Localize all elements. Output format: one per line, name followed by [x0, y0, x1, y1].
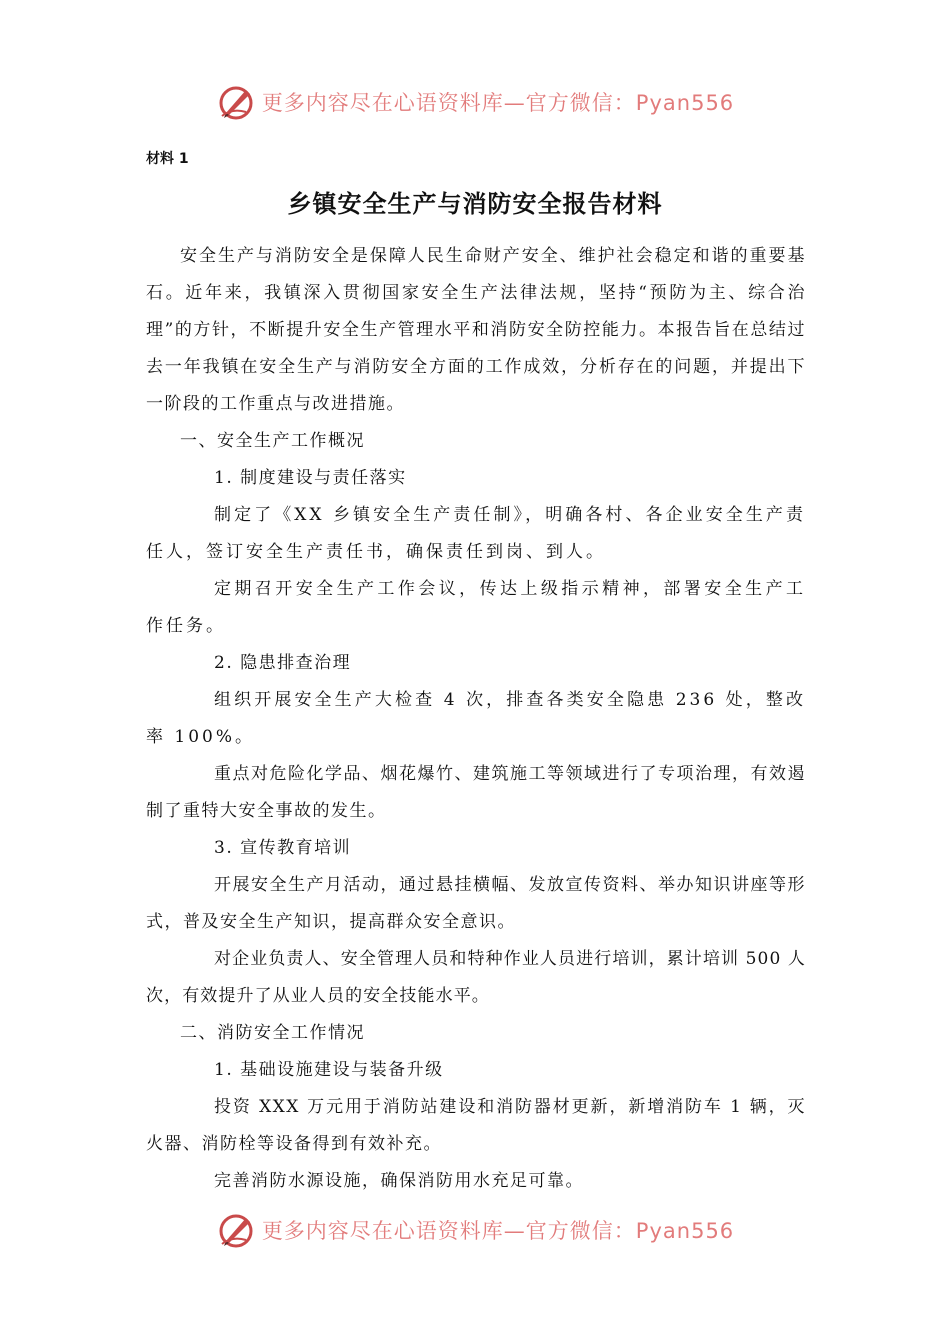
subheading-hazards: 2. 隐患排查治理 — [214, 653, 352, 673]
paragraph-training: 对企业负责人、安全管理人员和特种作业人员进行培训，累计培训 500 人次，有效提升了从业人员的安全技能水平。 — [146, 949, 806, 1006]
paragraph-safety-month: 开展安全生产月活动，通过悬挂横幅、发放宣传资料、举办知识讲座等形式，普及安全生产知识，提高群众安全意识。 — [146, 875, 806, 932]
paragraph-water-source: 完善消防水源设施，确保消防用水充足可靠。 — [214, 1171, 584, 1191]
document-body — [146, 238, 806, 1200]
subheading-infrastructure: 1. 基础设施建设与装备升级 — [214, 1060, 444, 1080]
paragraph-inspections: 组织开展安全生产大检查 4 次，排查各类安全隐患 236 处，整改率 100%。 — [146, 690, 806, 747]
subheading-education: 3. 宣传教育培训 — [214, 838, 352, 858]
intro-paragraph: 安全生产与消防安全是保障人民生命财产安全、维护社会稳定和谐的重要基石。近年来，我镇深入贯彻国家安全生产法律法规，坚持“预防为主、综合治理”的方针，不断提升安全生产管理水平和消防安全防控能力。本报告旨在总结过去一年我镇在安全生产与消防安全方面的工作成效，分析存在的问题，并提出下一阶段的工作重点与改进措施。 — [146, 246, 806, 414]
pen-logo-icon — [216, 1210, 256, 1250]
document-title: 乡镇安全生产与消防安全报告材料 — [287, 190, 663, 218]
paragraph-investment: 投资 XXX 万元用于消防站建设和消防器材更新，新增消防车 1 辆，灭火器、消防栓等设备得到有效补充。 — [146, 1097, 806, 1154]
watermark-footer — [0, 1210, 950, 1250]
paragraph-special-treatment: 重点对危险化学品、烟花爆竹、建筑施工等领域进行了专项治理，有效遏制了重特大安全事故的发生。 — [146, 764, 806, 821]
paragraph-responsibility: 制定了《XX 乡镇安全生产责任制》，明确各村、各企业安全生产责任人，签订安全生产责任书，确保责任到岗、到人。 — [146, 505, 806, 562]
watermark-header — [0, 82, 950, 122]
material-label: 材料 1 — [146, 151, 189, 167]
section-heading-safety: 一、安全生产工作概况 — [180, 431, 365, 451]
watermark-text: 更多内容尽在心语资料库—官方微信：Pyan556 — [261, 1219, 735, 1243]
section-heading-fire: 二、消防安全工作情况 — [180, 1023, 365, 1043]
subheading-system: 1. 制度建设与责任落实 — [214, 468, 407, 488]
pen-logo-icon — [216, 82, 256, 122]
paragraph-meetings: 定期召开安全生产工作会议，传达上级指示精神，部署安全生产工作任务。 — [146, 579, 806, 636]
watermark-text: 更多内容尽在心语资料库—官方微信：Pyan556 — [261, 91, 735, 115]
